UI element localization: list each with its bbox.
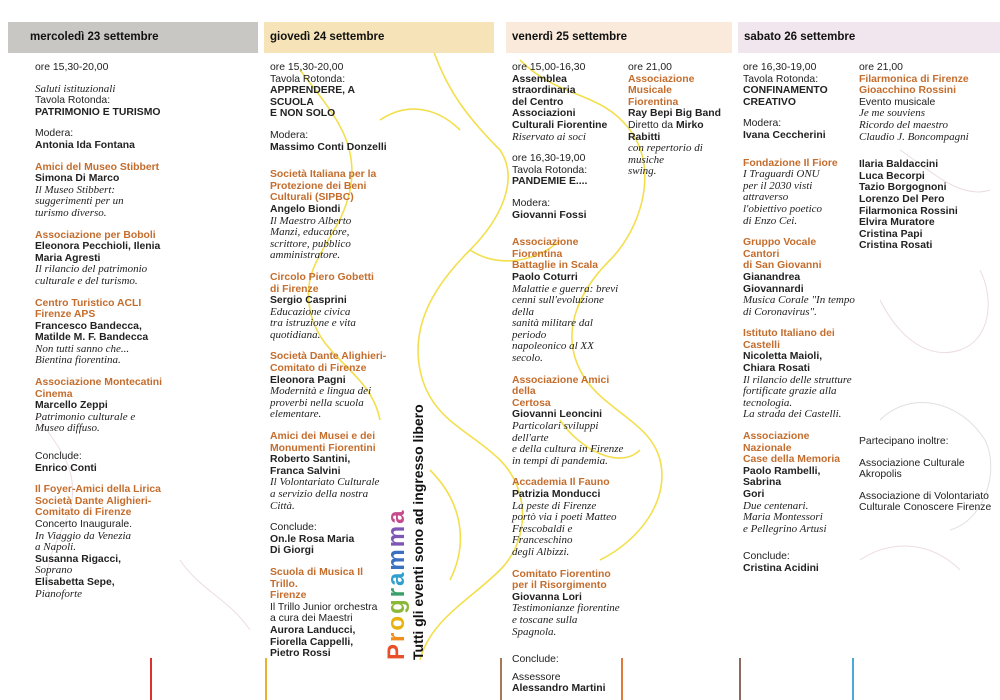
info-text: ore 21,00 <box>859 62 903 73</box>
talk-title: di Coronavirus". <box>743 305 817 318</box>
talk-title: a servizio della nostra <box>270 488 369 500</box>
info-text: ore 15,30-20,00 <box>270 62 344 73</box>
talk-title: Il Museo Stibbert: <box>35 183 116 196</box>
speaker-name: Paolo Coturri <box>512 271 578 283</box>
speaker-name: del Centro Associazioni <box>512 96 576 120</box>
info-text: Conclude: <box>270 522 317 534</box>
organization-name: Associazione Amici della <box>512 374 610 398</box>
organization-name: Case della Memoria <box>743 454 841 466</box>
organization-name: Comitato Fiorentino <box>512 568 611 580</box>
info-text: Associazione Culturale <box>859 457 965 469</box>
event-block <box>859 153 997 252</box>
speaker-name: Cristina Rosati <box>859 240 933 252</box>
event-block <box>743 431 855 535</box>
speaker-name: Sergio Casprini <box>270 295 347 307</box>
event-block <box>270 567 390 660</box>
talk-title: Museo diffuso. <box>35 422 100 435</box>
talk-title: proverbi nella scuola <box>270 396 364 409</box>
info-text: Modera: <box>35 128 74 140</box>
organization-name: Centro Turistico ACLI <box>35 297 142 309</box>
talk-title: sanità militare dal periodo <box>512 317 593 341</box>
speaker-name: Elisabetta Sepe, <box>35 576 115 588</box>
organization-name: Associazione Fiorentina <box>512 237 579 260</box>
column-wednesday <box>35 62 235 610</box>
speaker-name: Roberto Santini, <box>270 454 351 466</box>
event-block <box>743 118 855 141</box>
info-text: Conclude: <box>35 451 82 463</box>
talk-title: suggerimenti per un <box>35 195 124 208</box>
speaker-name: Paolo Rambelli, Sabrina <box>743 465 821 489</box>
event-block <box>35 298 235 368</box>
conductor-name: Mirko Rabitti <box>628 119 704 143</box>
talk-title: Due centenari. <box>743 499 809 512</box>
talk-title: in tempi di pandemia. <box>512 454 608 467</box>
info-text: Diretto da <box>628 119 676 131</box>
event-block <box>270 163 390 262</box>
column-saturday-evening <box>859 62 997 262</box>
info-text: ore 16,30-19,00 <box>512 153 586 165</box>
talk-title: Musica Corale "In tempo <box>743 294 855 307</box>
talk-title: tecnologia. <box>743 396 793 409</box>
event-block <box>35 377 235 435</box>
event-block <box>270 62 390 120</box>
info-text: Il Trillo Junior orchestra <box>270 601 378 613</box>
talk-title: Testimonianze fiorentine <box>512 602 620 615</box>
talk-title: Riservato ai soci <box>512 130 586 143</box>
talk-title: Educazione civica <box>270 305 351 318</box>
speaker-name: Cristina Papi <box>859 228 923 240</box>
speaker-name: Tazio Borgognoni <box>859 182 947 194</box>
speaker-name: Assemblea straordinaria <box>512 73 576 97</box>
speaker-name: Marcello Zeppi <box>35 400 108 412</box>
program-title <box>384 330 444 660</box>
organization-name: Circolo Piero Gobetti <box>270 271 374 283</box>
event-block <box>512 62 624 143</box>
speaker-name: Luca Becorpi <box>859 170 925 182</box>
organization-name: Amici dei Musei e dei <box>270 431 376 443</box>
info-text: a cura dei Maestri <box>270 613 353 625</box>
talk-title: con repertorio di musiche <box>628 142 703 166</box>
event-block <box>859 62 997 143</box>
event-block <box>512 231 624 365</box>
day-header-thursday <box>264 22 494 53</box>
talk-title: I Traguardi ONU <box>743 168 820 181</box>
event-block <box>743 152 855 228</box>
talk-title: di Enzo Cei. <box>743 214 798 227</box>
event-block <box>859 491 997 514</box>
talk-title: Je me souviens <box>859 107 925 120</box>
day-header-wednesday <box>8 22 258 53</box>
event-block <box>512 198 624 221</box>
organization-name: Filarmonica di Firenze <box>859 73 969 85</box>
talk-title: Maria Montessori <box>743 511 823 524</box>
talk-title: Saluti istituzionali <box>35 82 116 95</box>
speaker-name: Simona Di Marco <box>35 173 120 185</box>
speaker-name: Nicoletta Maioli, <box>743 351 823 363</box>
event-block <box>512 375 624 468</box>
talk-title: Bientina fiorentina. <box>35 354 121 367</box>
info-text: ore 15,30-20,00 <box>35 62 109 73</box>
info-text: Tavola Rotonda: <box>270 73 346 85</box>
speaker-name: Ilaria Baldaccini <box>859 159 939 171</box>
talk-title: Il rilancio del patrimonio <box>35 263 148 276</box>
talk-title: tra istruzione e vita <box>270 317 356 330</box>
organization-name: Amici del Museo Stibbert <box>35 161 160 173</box>
speaker-name: On.le Rosa Maria <box>270 533 355 545</box>
talk-title: Frescobaldi e Franceschino <box>512 522 573 547</box>
info-text: Culturale Conoscere Firenze <box>859 502 992 514</box>
column-thursday <box>270 62 390 670</box>
day-header-label: mercoledì 23 settembre <box>30 31 159 43</box>
talk-title: In Viaggio da Venezia <box>35 529 132 542</box>
organization-name: Certosa <box>512 397 551 409</box>
event-block <box>35 128 235 151</box>
info-text: Tavola Rotonda: <box>512 164 588 176</box>
column-participants <box>859 436 997 524</box>
speaker-name: Culturali Fiorentine <box>512 119 608 131</box>
bottom-tick <box>739 658 741 700</box>
organization-name: di San Giovanni <box>743 260 822 272</box>
info-text: Modera: <box>512 197 551 209</box>
column-saturday <box>743 62 855 585</box>
organization-name: Firenze APS <box>35 309 96 321</box>
talk-title: swing. <box>628 165 657 178</box>
event-block <box>743 237 855 318</box>
event-block <box>270 351 390 421</box>
talk-title: e della cultura in Firenze <box>512 443 624 456</box>
talk-title: Il rilancio delle strutture <box>743 373 852 386</box>
info-text: Evento musicale <box>859 96 936 108</box>
talk-title: portò via i poeti Matteo <box>512 511 617 524</box>
speaker-name: APPRENDERE, A SCUOLA <box>270 85 355 108</box>
speaker-name: Fiorella Cappelli, <box>270 636 354 648</box>
speaker-name: Franca Salvini <box>270 465 341 477</box>
day-header-label: giovedì 24 settembre <box>270 31 385 43</box>
speaker-name: Eleonora Pagni <box>270 374 346 386</box>
event-block <box>35 230 235 288</box>
column-friday <box>512 62 624 700</box>
event-block <box>859 458 997 481</box>
talk-title: Il Volontariato Culturale <box>270 476 380 489</box>
bottom-tick <box>265 658 267 700</box>
talk-title: e Pellegrino Artusi <box>743 522 827 535</box>
talk-title: degli Albizzi. <box>512 545 570 558</box>
event-block <box>628 62 732 178</box>
day-header-label: sabato 26 settembre <box>744 31 856 43</box>
organization-name: Società Dante Alighieri- <box>270 351 387 363</box>
speaker-name: Massimo Conti Donzelli <box>270 141 387 153</box>
event-block <box>859 436 997 448</box>
talk-title: napoleonico al XX secolo. <box>512 340 594 365</box>
organization-name: Monumenti Fiorentini <box>270 442 376 454</box>
speaker-name: Filarmonica Rossini <box>859 205 958 217</box>
info-text: Tavola Rotonda: <box>35 95 111 107</box>
day-header-label: venerdì 25 settembre <box>512 31 628 43</box>
organization-name: Protezione dei Beni <box>270 180 367 192</box>
event-block <box>35 162 235 220</box>
speaker-name: Giovanna Lori <box>512 591 582 603</box>
organization-name: Scuola di Musica Il Trillo. <box>270 566 363 590</box>
organization-name: Il Foyer-Amici della Lirica <box>35 484 161 496</box>
info-text: Partecipano inoltre: <box>859 436 949 447</box>
event-block <box>512 648 624 695</box>
talk-title: Claudio J. Boncompagni <box>859 130 969 143</box>
event-block <box>743 545 855 574</box>
organization-name: per il Risorgimento <box>512 580 607 592</box>
talk-title: l'obiettivo poetico <box>743 202 823 215</box>
day-header-friday <box>506 22 732 53</box>
speaker-name: Gori <box>743 489 765 500</box>
bottom-tick <box>150 658 152 700</box>
organization-name: Associazione Nazionale <box>743 431 810 454</box>
event-block <box>35 84 235 119</box>
organization-name: Istituto Italiano dei Castelli <box>743 328 835 351</box>
event-block <box>512 477 624 558</box>
speaker-name: Patrizia Monducci <box>512 489 601 500</box>
event-block <box>270 522 390 557</box>
talk-title: culturale e del turismo. <box>35 274 138 287</box>
event-block <box>270 431 390 512</box>
talk-title: Non tutti sanno che... <box>35 342 130 355</box>
bottom-tick <box>500 658 502 700</box>
speaker-name: E NON SOLO <box>270 108 336 120</box>
speaker-name: Chiara Rosati <box>743 363 810 375</box>
event-block <box>743 62 855 108</box>
talk-title: a Napoli. <box>35 541 76 554</box>
event-block <box>512 153 624 188</box>
event-block <box>35 62 235 74</box>
talk-title: scrittore, pubblico <box>270 237 351 250</box>
speaker-name: Lorenzo Del Pero <box>859 193 945 205</box>
bottom-tick <box>852 658 854 700</box>
talk-title: Modernità e lingua dei <box>270 385 372 398</box>
talk-title: Patrimonio culturale e <box>35 410 136 423</box>
info-text: Modera: <box>743 118 782 130</box>
info-text: Assessore <box>512 671 561 683</box>
speaker-name: Ivana Ceccherini <box>743 129 826 141</box>
speaker-name: Enrico Conti <box>35 462 97 474</box>
talk-title: Manzi, educatore, <box>270 226 350 239</box>
speaker-name: Angelo Biondi <box>270 203 341 215</box>
organization-name: Società Dante Alighieri- <box>35 495 152 507</box>
talk-title: Particolari sviluppi <box>512 420 599 433</box>
info-text: Concerto Inaugurale. <box>35 519 133 530</box>
speaker-name: Maria Agresti <box>35 252 101 264</box>
speaker-name: CONFINAMENTO CREATIVO <box>743 85 828 108</box>
info-text: ore 21,00 <box>628 62 672 73</box>
info-text: ore 15,00-16,30 <box>512 62 586 73</box>
event-block <box>270 130 390 153</box>
speaker-name: Di Giorgi <box>270 545 314 557</box>
program-subtitle: Tutti gli eventi sono ad ingresso libero <box>410 404 426 660</box>
organization-name: Gioacchino Rossini <box>859 85 956 97</box>
talk-title: e toscane sulla Spagnola. <box>512 613 578 638</box>
info-text: Conclude: <box>743 551 790 563</box>
event-block <box>35 484 235 600</box>
column-friday-evening <box>628 62 732 188</box>
talk-title: Città. <box>270 499 295 512</box>
organization-name: di Firenze <box>270 283 319 295</box>
talk-title: La peste di Firenze <box>512 499 597 512</box>
talk-title: elementare. <box>270 408 322 421</box>
talk-title: amministratore. <box>270 249 341 262</box>
speaker-name: Matilde M. F. Bandecca <box>35 332 149 344</box>
talk-title: turismo diverso. <box>35 206 107 219</box>
talk-title: per il 2030 visti attraverso <box>743 179 813 204</box>
speaker-name: Cristina Acidini <box>743 562 819 574</box>
organization-name: Società Italiana per la <box>270 169 377 181</box>
info-text: Associazione di Volontariato <box>859 490 989 502</box>
event-block <box>743 328 855 421</box>
organization-name: Fondazione Il Fiore <box>743 157 838 169</box>
talk-title: Ricordo del maestro <box>859 118 949 131</box>
talk-title: fortificate grazie alla <box>743 385 837 398</box>
speaker-name: PANDEMIE E.... <box>512 176 588 188</box>
organization-name: Battaglie in Scala <box>512 260 599 272</box>
talk-title: quotidiana. <box>270 328 321 341</box>
organization-name: Associazione Musicale <box>628 73 695 97</box>
talk-title: Soprano <box>35 564 73 577</box>
talk-title: Il Maestro Alberto <box>270 214 352 227</box>
speaker-name: Eleonora Pecchioli, Ilenia <box>35 241 161 253</box>
talk-title: La strada dei Castelli. <box>743 408 842 421</box>
bottom-tick <box>621 658 623 700</box>
speaker-name: Pietro Rossi <box>270 648 331 660</box>
organization-name: Associazione per Boboli <box>35 229 156 241</box>
info-text: ore 16,30-19,00 <box>743 62 817 73</box>
organization-name: Comitato di Firenze <box>270 363 367 375</box>
speaker-name: Aurora Landucci, <box>270 624 356 636</box>
info-text <box>628 120 732 143</box>
program-title-word: Programma <box>383 508 410 660</box>
event-block <box>512 569 624 639</box>
info-text: Tavola Rotonda: <box>743 73 819 85</box>
speaker-name: Giovanni Leoncini <box>512 409 603 421</box>
speaker-name: Antonia Ida Fontana <box>35 139 135 151</box>
organization-name: Associazione Montecatini <box>35 377 163 389</box>
talk-title: cenni sull'evoluzione della <box>512 294 604 318</box>
organization-name: Comitato di Firenze <box>35 507 132 519</box>
talk-title: Pianoforte <box>35 587 83 600</box>
speaker-name: Elvira Muratore <box>859 217 935 229</box>
organization-name: Cinema <box>35 388 73 400</box>
talk-title: Malattie e guerra: brevi <box>512 282 619 295</box>
event-block <box>35 445 235 474</box>
speaker-name: Giovanni Fossi <box>512 209 587 221</box>
day-header-saturday <box>738 22 1000 53</box>
speaker-name: PATRIMONIO E TURISMO <box>35 106 161 118</box>
speaker-name: Alessandro Martini <box>512 683 606 695</box>
organization-name: Accademia Il Fauno <box>512 477 610 489</box>
organization-name: Firenze <box>270 590 307 602</box>
event-block <box>270 272 390 342</box>
speaker-name: Susanna Rigacci, <box>35 553 122 565</box>
talk-title: dell'arte <box>512 431 549 444</box>
info-text: Modera: <box>270 129 309 141</box>
speaker-name: Ray Bepi Big Band <box>628 108 721 120</box>
organization-name: Gruppo Vocale Cantori <box>743 237 817 260</box>
speaker-name: Francesco Bandecca, <box>35 320 142 332</box>
organization-name: Fiorentina <box>628 96 679 108</box>
info-text: Conclude: <box>512 654 559 666</box>
info-text: Akropolis <box>859 469 902 481</box>
speaker-name: Gianandrea Giovannardi <box>743 271 804 295</box>
organization-name: Culturali (SIPBC) <box>270 192 354 204</box>
